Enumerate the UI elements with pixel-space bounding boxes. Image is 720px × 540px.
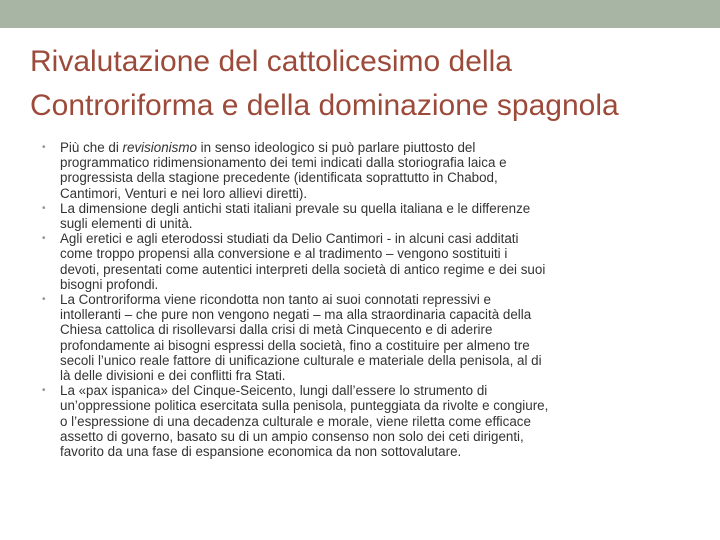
slide-title-line: Controriforma e della dominazione spagnola [30, 89, 619, 122]
bullet-line: Chiesa cattolica di risollevarsi dalla crisi di metà Cinquecento e di aderire [60, 322, 493, 338]
bullet-line: devoti, presentati come autentici interpreti della società di antico regime e dei suoi [60, 261, 546, 277]
bullet-list [42, 140, 690, 459]
bullet-line: programmatico ridimensionamento dei temi indicati dalla storiografia laica e [60, 155, 507, 171]
bullet-line: bisogni profondi. [60, 276, 159, 292]
bullet-line [60, 140, 690, 155]
bullet-marker-icon: • [42, 385, 46, 397]
bullet-line: favorito da una fase di espansione economica da non sottovalutare. [60, 444, 462, 460]
bullet-line: assetto di governo, basato su di un ampio consenso non solo dei ceti dirigenti, [60, 428, 524, 444]
bullet-item [42, 201, 690, 231]
bullet-item [42, 292, 690, 383]
bullet-item [42, 383, 690, 459]
bullet-line: là delle divisioni e dei conflitti fra Stati. [60, 368, 286, 384]
bullet-line: secoli l’unico reale fattore di unificazione culturale e materiale della penisola, al di [60, 352, 542, 368]
bullet-line: sugli elementi di unità. [60, 216, 193, 232]
slide-title-line: Rivalutazione del cattolicesimo della [30, 45, 512, 78]
bullet-line: un’oppressione politica esercitata sulla penisola, punteggiata da rivolte e congiure, [60, 398, 549, 414]
bullet-line: come troppo propensi alla conversione e al tradimento – vengono sostituiti i [60, 246, 508, 262]
bullet-line: intolleranti – che pure non vengono negati – ma alla straordinaria capacità della [60, 307, 532, 323]
bullet-marker-icon: • [42, 142, 46, 153]
bullet-marker-icon: • [42, 202, 46, 214]
bullet-item [42, 231, 690, 292]
bullet-line: La dimensione degli antichi stati italiani prevale su quella italiana e le differenze [60, 200, 531, 216]
bullet-text-segment: Più che di [60, 140, 123, 155]
slide-title [30, 40, 700, 128]
bullet-line: o l’espressione di una decadenza culturale e morale, viene riletta come efficace [60, 413, 531, 429]
bullet-line: progressista della stagione precedente (identificata soprattutto in Chabod, [60, 170, 498, 186]
bullet-marker-icon: • [42, 233, 46, 245]
bullet-line: Agli eretici e agli eterodossi studiati da Delio Cantimori - in alcuni casi additati [60, 231, 519, 247]
bullet-line: profondamente ai bisogni espressi della società, fino a costituire per almeno tre [60, 337, 530, 353]
bullet-marker-icon: • [42, 294, 46, 306]
decorative-top-bar [0, 0, 720, 28]
bullet-line: La Controriforma viene ricondotta non tanto ai suoi connotati repressivi e [60, 292, 491, 308]
bullet-line: La «pax ispanica» del Cinque-Seicento, lungi dall’essere lo strumento di [60, 383, 488, 399]
bullet-line: Cantimori, Venturi e nei loro allievi diretti). [60, 185, 308, 201]
italic-term: revisionismo [122, 140, 197, 155]
bullet-text-segment: in senso ideologico si può parlare piuttosto del [196, 140, 476, 155]
bullet-item [42, 140, 690, 201]
